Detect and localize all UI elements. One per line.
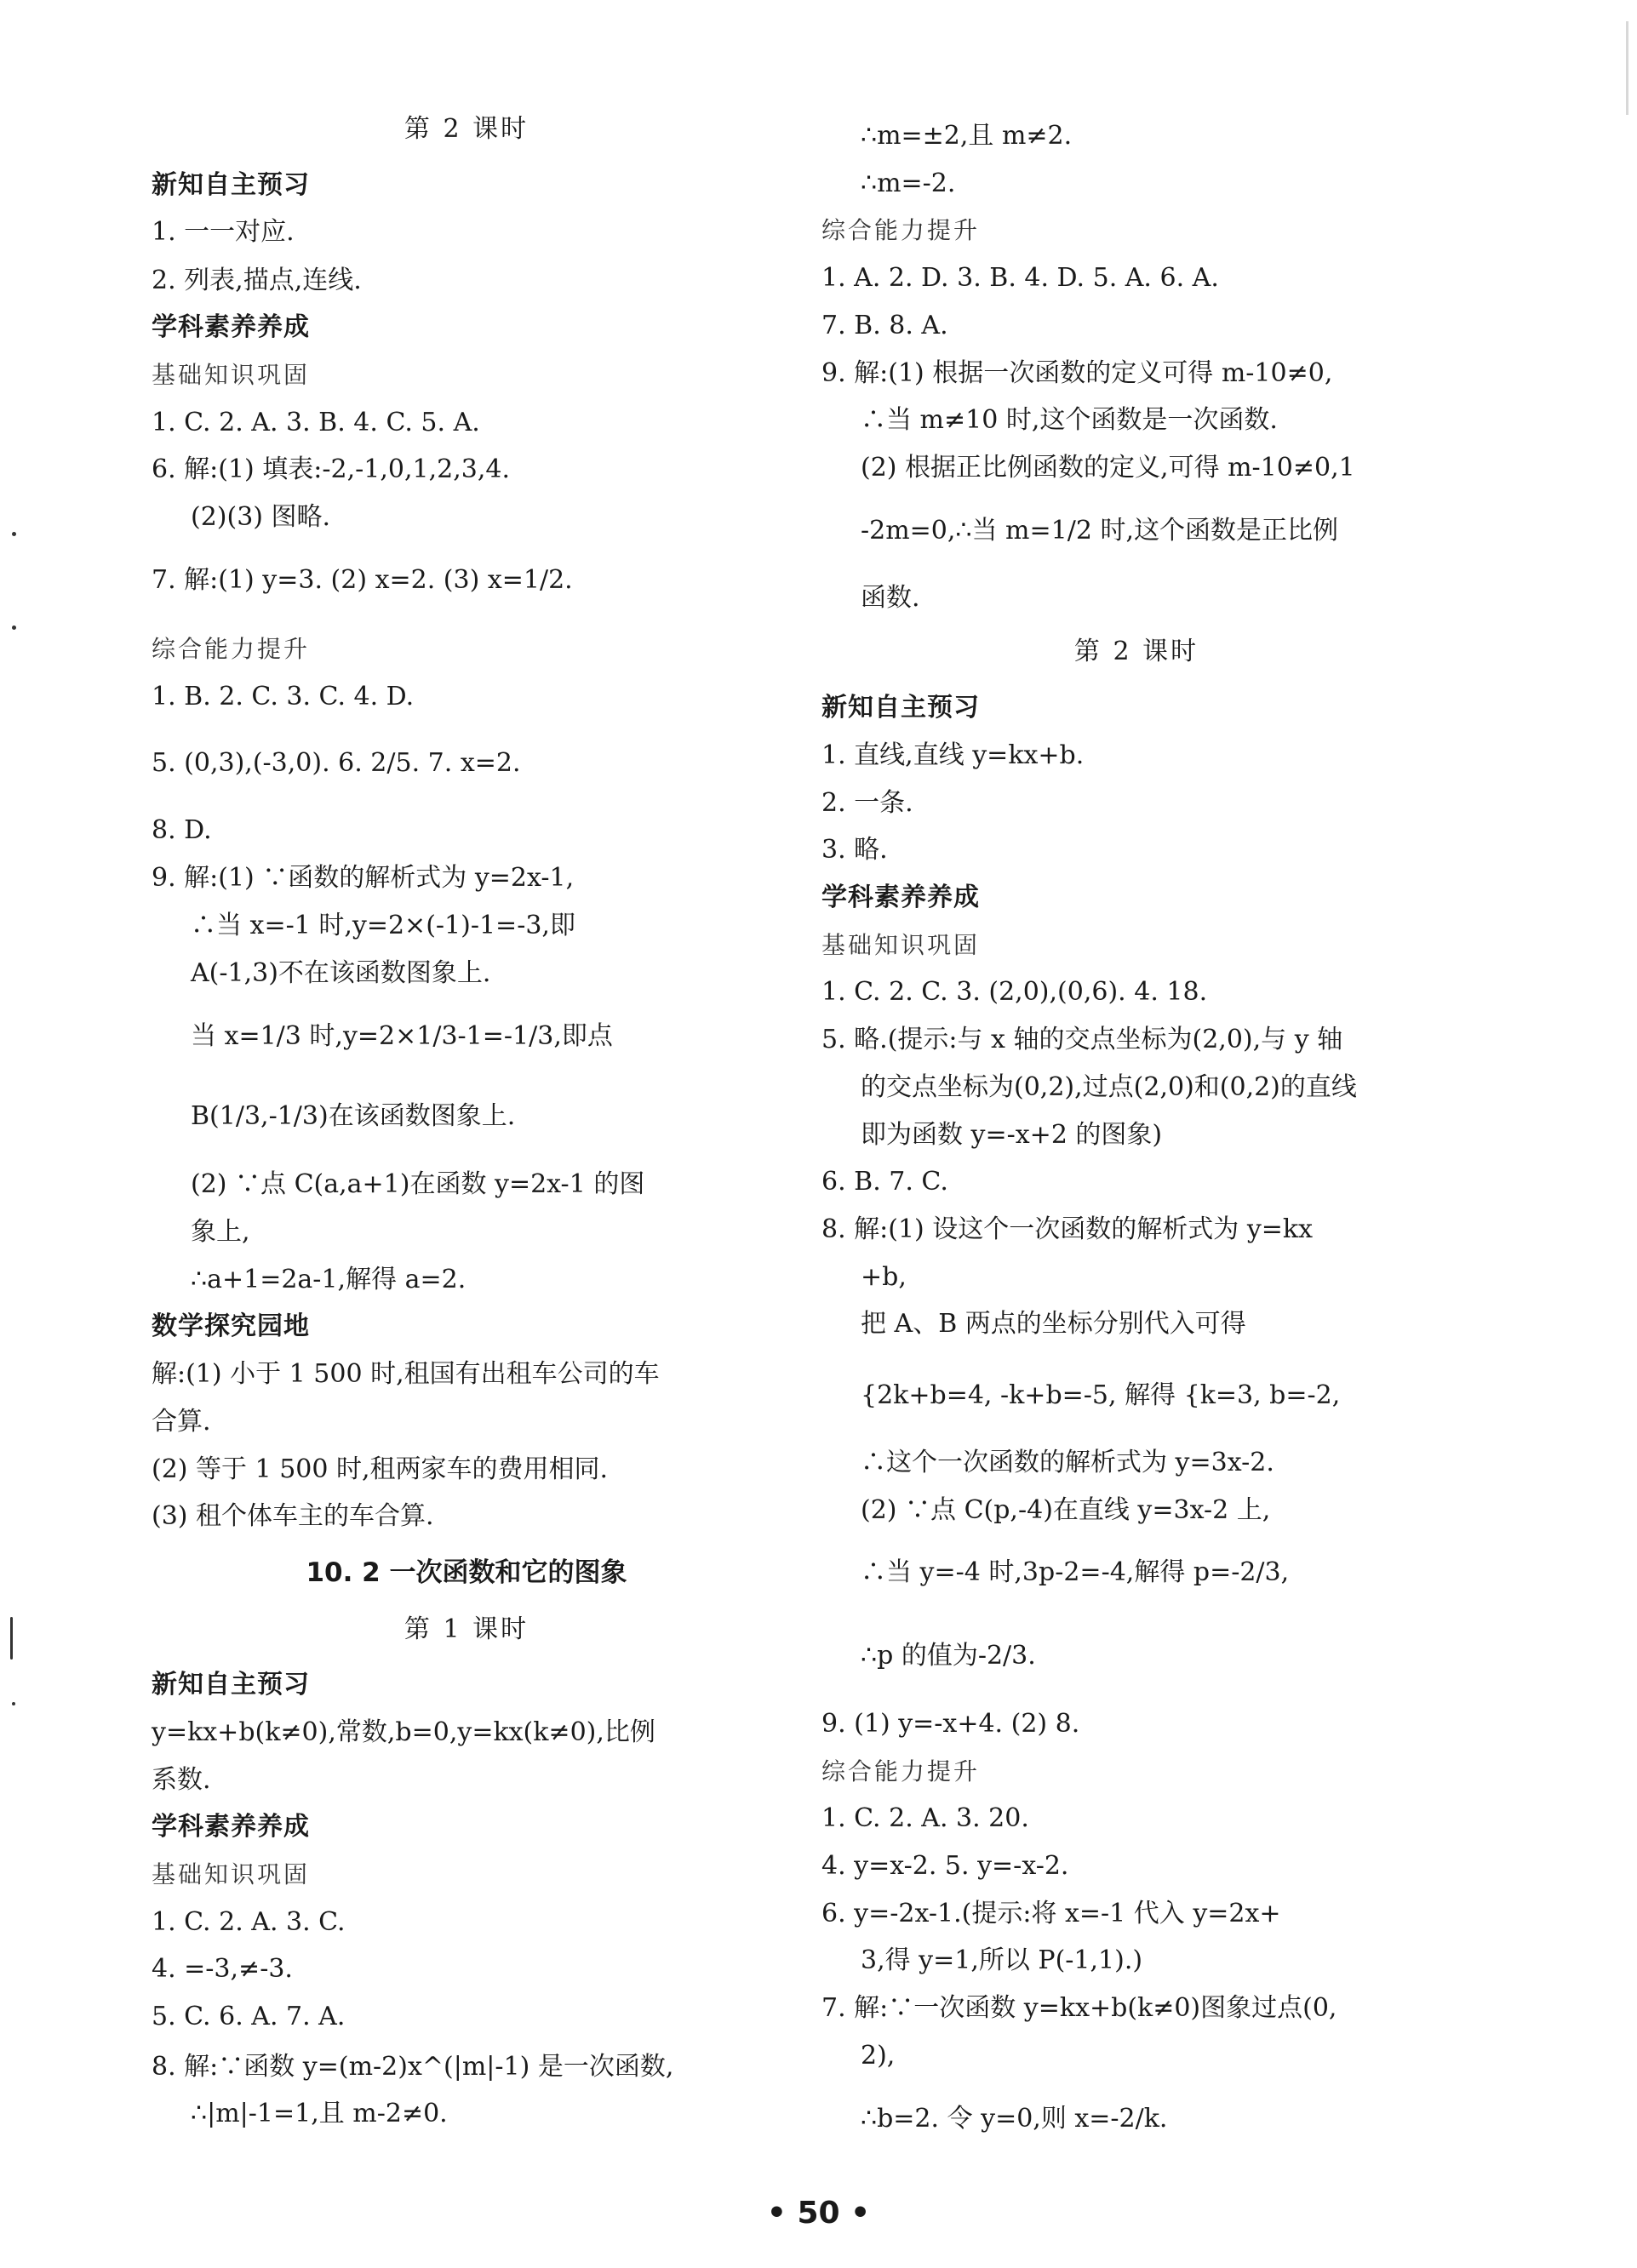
scan-speck	[12, 1702, 15, 1705]
text-line: y=kx+b(k≠0),常数,b=0,y=kx(k≠0),比例	[152, 1717, 655, 1747]
text-line: ∴当 m≠10 时,这个函数是一次函数.	[861, 405, 1278, 435]
text-line: (2) 等于 1 500 时,租两家车的费用相同.	[152, 1454, 609, 1484]
subsection-heading: 综合能力提升	[152, 635, 311, 663]
text-line: {2k+b=4, -k+b=-5, 解得 {k=3, b=-2,	[861, 1380, 1341, 1410]
text-line: 9. 解:(1) 根据一次函数的定义可得 m-10≠0,	[821, 358, 1333, 388]
text-line: 8. 解:∵函数 y=(m-2)x^(|m|-1) 是一次函数,	[152, 2052, 674, 2082]
text-line: 合算.	[152, 1407, 211, 1437]
text-line: 1. 直线,直线 y=kx+b.	[821, 740, 1085, 770]
text-line: 9. (1) y=-x+4. (2) 8.	[821, 1709, 1080, 1739]
text-line: ∴|m|-1=1,且 m-2≠0.	[191, 2099, 448, 2128]
text-line: 9. 解:(1) ∵函数的解析式为 y=2x-1,	[152, 863, 575, 893]
text-line: A(-1,3)不在该函数图象上.	[191, 958, 491, 988]
text-line: 当 x=1/3 时,y=2×1/3-1=-1/3,即点	[191, 1021, 613, 1051]
text-line: 5. C. 6. A. 7. A.	[152, 2002, 346, 2031]
page-number: • 50 •	[766, 2196, 871, 2231]
text-line: 7. 解:∵一次函数 y=kx+b(k≠0)图象过点(0,	[821, 1993, 1337, 2023]
lesson-title: 第 1 课时	[404, 1614, 529, 1644]
text-line: (2) 根据正比例函数的定义,可得 m-10≠0,1	[861, 453, 1355, 483]
lesson-title: 第 2 课时	[1073, 637, 1199, 666]
subsection-heading: 基础知识巩固	[821, 931, 981, 959]
text-line: ∴m=±2,且 m≠2.	[861, 121, 1073, 151]
section-heading: 学科素养养成	[152, 312, 310, 342]
text-line: 6. y=-2x-1.(提示:将 x=-1 代入 y=2x+	[821, 1899, 1281, 1928]
text-line: (2)(3) 图略.	[191, 502, 331, 532]
section-heading: 新知自主预习	[821, 693, 980, 723]
scan-speck	[12, 532, 16, 536]
text-line: 7. B. 8. A.	[821, 311, 948, 340]
text-line: 6. 解:(1) 填表:-2,-1,0,1,2,3,4.	[152, 454, 511, 484]
text-line: ∴p 的值为-2/3.	[861, 1641, 1036, 1671]
text-line: ∴b=2. 令 y=0,则 x=-2/k.	[861, 2104, 1168, 2134]
text-line: 1. 一一对应.	[152, 217, 295, 247]
text-line: 1. C. 2. A. 3. C.	[152, 1907, 346, 1937]
text-line: (3) 租个体车主的车合算.	[152, 1501, 434, 1531]
scan-speck	[10, 1617, 13, 1660]
text-line: 8. 解:(1) 设这个一次函数的解析式为 y=kx	[821, 1214, 1314, 1244]
text-line: 3,得 y=1,所以 P(-1,1).)	[861, 1945, 1143, 1975]
text-line: 2. 列表,描点,连线.	[152, 266, 362, 295]
section-heading: 新知自主预习	[152, 1670, 310, 1700]
text-line: 2),	[861, 2041, 896, 2071]
section-heading: 新知自主预习	[152, 170, 310, 200]
subsection-heading: 基础知识巩固	[152, 1860, 311, 1888]
text-line: 5. (0,3),(-3,0). 6. 2/5. 7. x=2.	[152, 748, 521, 778]
text-line: 8. D.	[152, 815, 212, 845]
text-line: ∴这个一次函数的解析式为 y=3x-2.	[861, 1448, 1274, 1477]
section-heading: 学科素养养成	[152, 1812, 310, 1842]
text-line: 5. 略.(提示:与 x 轴的交点坐标为(2,0),与 y 轴	[821, 1025, 1343, 1054]
section-heading: 学科素养养成	[821, 883, 980, 912]
text-line: 6. B. 7. C.	[821, 1167, 948, 1197]
text-line: B(1/3,-1/3)在该函数图象上.	[191, 1101, 516, 1131]
text-line: 系数.	[152, 1765, 211, 1795]
text-line: 把 A、B 两点的坐标分别代入可得	[861, 1309, 1246, 1339]
text-line: -2m=0,∴当 m=1/2 时,这个函数是正比例	[861, 516, 1338, 546]
text-line: 的交点坐标为(0,2),过点(2,0)和(0,2)的直线	[861, 1072, 1357, 1102]
text-line: +b,	[861, 1262, 907, 1292]
text-line: 3. 略.	[821, 835, 888, 865]
lesson-title: 第 2 课时	[404, 114, 529, 144]
text-line: 7. 解:(1) y=3. (2) x=2. (3) x=1/2.	[152, 565, 573, 595]
text-line: ∴当 y=-4 时,3p-2=-4,解得 p=-2/3,	[861, 1557, 1290, 1587]
section-heading: 数学探究园地	[152, 1311, 310, 1341]
scan-speck	[12, 626, 16, 630]
text-line: 1. B. 2. C. 3. C. 4. D.	[152, 682, 415, 711]
text-line: 2. 一条.	[821, 788, 913, 818]
text-line: 4. y=x-2. 5. y=-x-2.	[821, 1851, 1069, 1881]
text-line: 象上,	[191, 1217, 250, 1247]
text-line: 函数.	[861, 583, 920, 613]
text-line: 即为函数 y=-x+2 的图象)	[861, 1120, 1163, 1150]
subsection-heading: 基础知识巩固	[152, 361, 311, 389]
text-line: (2) ∵点 C(a,a+1)在函数 y=2x-1 的图	[191, 1169, 645, 1199]
text-line: ∴当 x=-1 时,y=2×(-1)-1=-3,即	[191, 911, 575, 940]
page-edge-mark	[1626, 21, 1628, 115]
subsection-heading: 综合能力提升	[821, 216, 981, 244]
text-line: 4. =-3,≠-3.	[152, 1954, 293, 1984]
section-title: 10. 2 一次函数和它的图象	[306, 1557, 627, 1588]
text-line: 1. C. 2. A. 3. 20.	[821, 1803, 1029, 1833]
text-line: ∴a+1=2a-1,解得 a=2.	[191, 1265, 466, 1294]
text-line: ∴m=-2.	[861, 169, 956, 198]
text-line: 1. C. 2. A. 3. B. 4. C. 5. A.	[152, 408, 480, 437]
text-line: (2) ∵点 C(p,-4)在直线 y=3x-2 上,	[861, 1495, 1271, 1525]
subsection-heading: 综合能力提升	[821, 1757, 981, 1785]
text-line: 1. A. 2. D. 3. B. 4. D. 5. A. 6. A.	[821, 263, 1219, 293]
text-line: 解:(1) 小于 1 500 时,租国有出租车公司的车	[152, 1359, 660, 1389]
text-line: 1. C. 2. C. 3. (2,0),(0,6). 4. 18.	[821, 977, 1208, 1007]
